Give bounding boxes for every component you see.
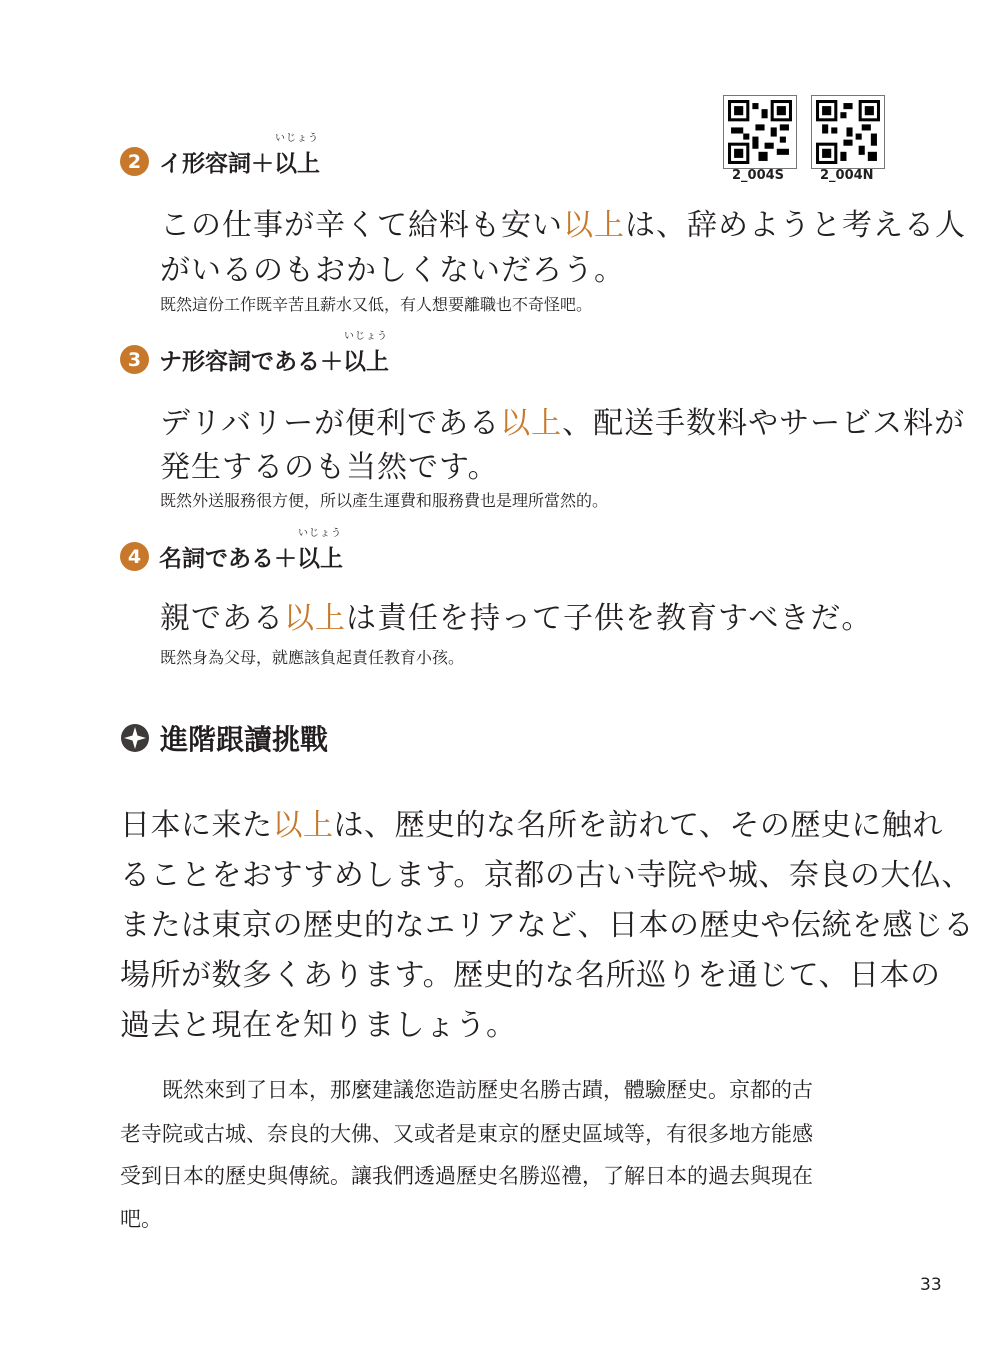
qr-code-image[interactable]: [811, 95, 885, 169]
grammar-highlight: 以上: [500, 406, 563, 441]
qr-pattern-icon: [816, 100, 880, 164]
qr-code-image[interactable]: [723, 95, 797, 169]
passage-line: 場所が数多くあります。歴史的な名所巡りを通じて、日本の: [120, 958, 941, 993]
translation-line: 受到日本的歷史與傳統。讓我們透過歷史名勝巡禮，了解日本的過去與現在: [120, 1164, 813, 1188]
example-sentence-line: デリバリーが便利である以上、配送手数料やサービス料が: [160, 406, 966, 441]
qr-code-label: 2_004S: [732, 168, 785, 183]
pattern-title-prefix: ナ形容詞である＋: [159, 349, 343, 375]
translation-line: 老寺院或古城、奈良的大佛、又或者是東京的歷史區域等，有很多地方能感: [120, 1122, 813, 1146]
passage-line: ることをおすすめします。京都の古い寺院や城、奈良の大仏、: [120, 858, 972, 893]
page-number: 33: [920, 1275, 942, 1295]
grammar-highlight: 以上: [284, 601, 346, 636]
example-sentence-line: 発生するのも当然です。: [160, 450, 499, 485]
example-translation: 既然身為父母，就應該負起責任教育小孩。: [160, 648, 465, 667]
example-translation: 既然外送服務很方便，所以產生運費和服務費也是理所當然的。: [160, 491, 609, 510]
pattern-title-suffix: 以上: [343, 349, 389, 375]
section-title: 進階跟讀挑戰: [160, 723, 329, 756]
pattern-title-ruby: いじょう: [344, 331, 388, 342]
translation-line: 吧。: [120, 1207, 162, 1231]
translation-line: 既然來到了日本，那麼建議您造訪歷史名勝古蹟，體驗歷史。京都的古: [162, 1078, 813, 1102]
example-sentence-line: がいるのもおかしくないだろう。: [160, 253, 625, 288]
pattern-heading: [120, 331, 389, 376]
grammar-highlight: 以上: [272, 808, 334, 843]
qr-code-label: 2_004N: [820, 168, 874, 183]
pattern-title-ruby: いじょう: [298, 528, 342, 539]
pattern-title-suffix: 以上: [297, 546, 343, 572]
pattern-number-badge: 4: [120, 542, 149, 571]
qr-pattern-icon: [728, 100, 792, 164]
pattern-number-badge: 3: [120, 345, 149, 374]
example-sentence-line: 親である以上は責任を持って子供を教育すべきだ。: [160, 601, 873, 636]
grammar-highlight: 以上: [563, 208, 625, 243]
pattern-title-prefix: イ形容詞＋: [159, 151, 274, 177]
pattern-title-prefix: 名詞である＋: [159, 546, 297, 572]
example-translation: 既然這份工作既辛苦且薪水又低，有人想要離職也不奇怪吧。: [160, 295, 593, 314]
sparkle-icon: [120, 723, 150, 753]
passage-line: 日本に来た以上は、歴史的な名所を訪れて、その歴史に触れ: [120, 808, 943, 843]
pattern-heading: [120, 133, 320, 178]
passage-line: または東京の歴史的なエリアなど、日本の歴史や伝統を感じる: [120, 908, 974, 943]
pattern-title: [159, 528, 343, 573]
passage-line: 過去と現在を知りましょう。: [120, 1008, 517, 1043]
challenge-section-header: [120, 718, 328, 758]
pattern-title-ruby: いじょう: [275, 133, 319, 144]
example-sentence-line: この仕事が辛くて給料も安い以上は、辞めようと考える人: [160, 208, 966, 243]
pattern-heading: [120, 528, 343, 573]
pattern-title: [159, 133, 320, 178]
pattern-number-badge: 2: [120, 147, 149, 176]
pattern-title-suffix: 以上: [274, 151, 320, 177]
pattern-title: [159, 331, 389, 376]
